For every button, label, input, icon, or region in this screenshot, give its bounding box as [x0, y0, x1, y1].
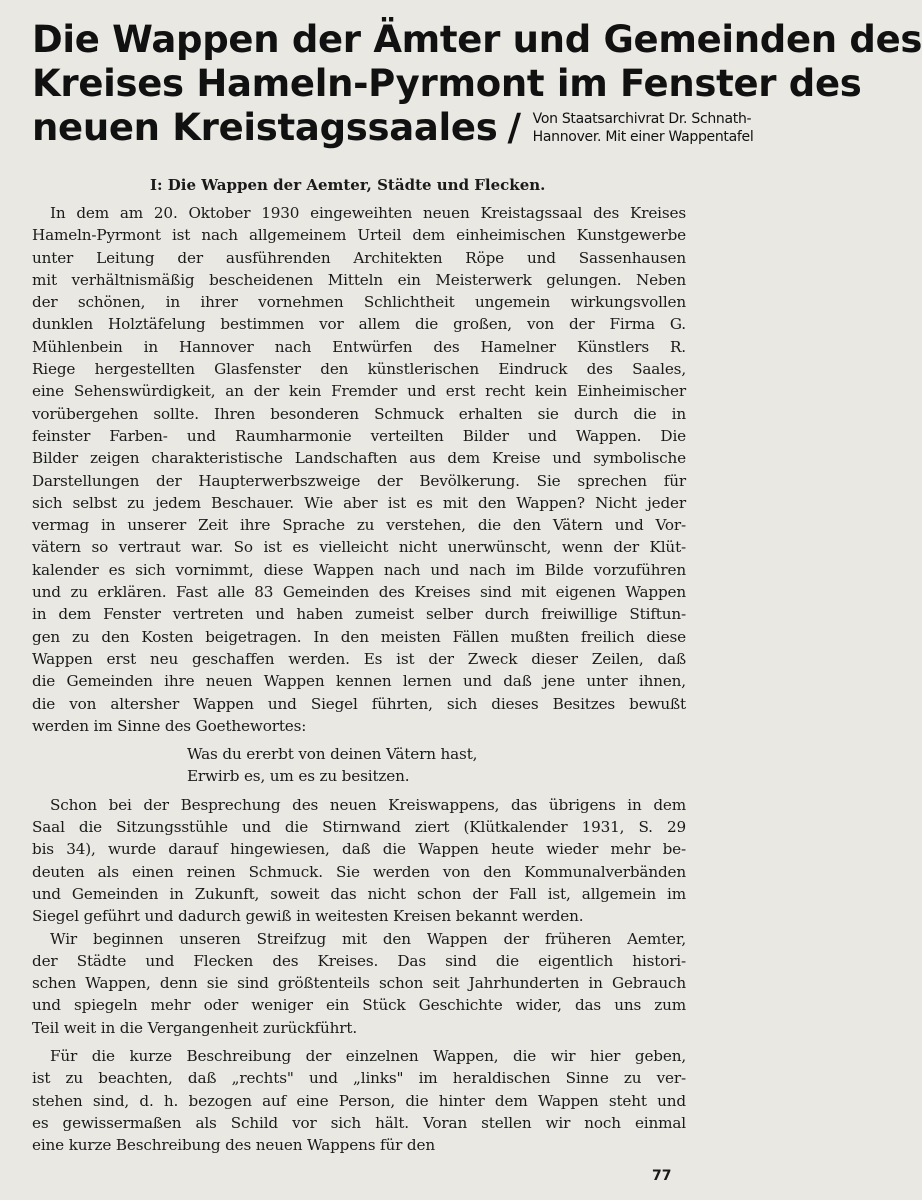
text-line: Bilder zeigen charakteristische Landschaften aus dem Kreise und symbolische: [32, 449, 686, 468]
text-line: sich selbst zu jedem Beschauer. Wie aber ist es mit den Wappen? Nicht jeder: [32, 493, 686, 512]
text-line: Saal die Sitzungsstühle und die Stirnwand ziert (Klütkalender 1931, S. 29: [32, 818, 686, 837]
text-line: eine Sehenswürdigkeit, an der kein Fremder und erst recht kein Einheimischer: [32, 382, 686, 401]
text-line: ist zu beachten, daß „rechts" und „links" im heraldischen Sinne zu ver-: [32, 1069, 686, 1088]
title-slash: /: [507, 106, 521, 149]
text-line: Für die kurze Beschreibung der einzelnen Wappen, die wir hier geben,: [50, 1046, 686, 1065]
text-line: Siegel geführt und dadurch gewiß in weitesten Kreisen bekannt werden.: [32, 907, 584, 926]
title-line-3-row: [32, 106, 754, 150]
article-title: [32, 18, 922, 150]
title-line-3: neuen Kreistagssaales: [32, 106, 498, 149]
text-line: der Städte und Flecken des Kreises. Das sind die eigentlich histori-: [32, 951, 686, 970]
text-line: stehen sind, d. h. bezogen auf eine Person, die hinter dem Wappen steht und: [32, 1091, 686, 1110]
text-line: schen Wappen, denn sie sind größtenteils schon seit Jahrhunderten in Gebrauch: [32, 974, 686, 993]
text-line: Schon bei der Besprechung des neuen Kreiswappens, das übrigens in dem: [50, 795, 686, 814]
text-line: mit verhältnismäßig bescheidenen Mitteln ein Meisterwerk gelungen. Neben: [32, 270, 686, 289]
text-line: dunklen Holztäfelung bestimmen vor allem die großen, von der Firma G.: [32, 315, 686, 334]
text-line: und spiegeln mehr oder weniger ein Stück Geschichte wider, das uns zum: [32, 996, 686, 1015]
text-line: Was du ererbt von deinen Vätern hast,: [187, 745, 478, 764]
text-line: In dem am 20. Oktober 1930 eingeweihten neuen Kreistagssaal des Kreises: [50, 204, 686, 222]
goethe-verse: [32, 743, 686, 788]
text-line: und zu erklären. Fast alle 83 Gemeinden des Kreises sind mit eigenen Wappen: [32, 583, 686, 602]
text-line: Riege hergestellten Glasfenster den künstlerischen Eindruck des Saales,: [32, 360, 686, 379]
paragraph-2: [32, 794, 686, 928]
text-line: Teil weit in die Vergangenheit zurückführt.: [32, 1018, 358, 1037]
text-line: Wappen erst neu geschaffen werden. Es ist der Zweck dieser Zeilen, daß: [32, 649, 686, 668]
text-line: die von altersher Wappen und Siegel führten, sich dieses Besitzes bewußt: [32, 694, 686, 713]
text-line: kalender es sich vornimmt, diese Wappen nach und nach im Bilde vorzuführen: [32, 560, 686, 579]
text-line: in dem Fenster vertreten und haben zumeist selber durch freiwillige Stiftun-: [32, 605, 686, 624]
text-line: unter Leitung der ausführenden Architekten Röpe und Sassenhausen: [32, 248, 686, 267]
text-line: deuten als einen reinen Schmuck. Sie werden von den Kommunalverbänden: [32, 862, 686, 881]
text-line: vorübergehen sollte. Ihren besonderen Schmuck erhalten sie durch die in: [32, 404, 686, 423]
page-number: 77: [652, 1168, 672, 1184]
paragraph-4: [32, 1045, 686, 1156]
byline-line-1: Von Staatsarchivrat Dr. Schnath-: [532, 111, 752, 127]
text-line: gen zu den Kosten beigetragen. In den meisten Fällen mußten freilich diese: [32, 627, 686, 646]
text-line: bis 34), wurde darauf hingewiesen, daß die Wappen heute wieder mehr be-: [32, 840, 686, 859]
text-line: eine kurze Beschreibung des neuen Wappens für den: [32, 1136, 435, 1155]
paragraph-3: [32, 928, 686, 1039]
text-line: und Gemeinden in Zukunft, soweit das nicht schon der Fall ist, allgemein im: [32, 884, 686, 903]
text-line: vätern so vertraut war. So ist es vielleicht nicht unerwünscht, wenn der Klüt-: [32, 538, 686, 557]
text-line: feinster Farben- und Raumharmonie verteilten Bilder und Wappen. Die: [32, 426, 686, 445]
text-line: Mühlenbein in Hannover nach Entwürfen des Hamelner Künstlers R.: [32, 337, 686, 356]
byline-line-2: Hannover. Mit einer Wappentafel: [532, 129, 754, 145]
article-body: [32, 202, 686, 1156]
text-line: Wir beginnen unseren Streifzug mit den Wappen der früheren Aemter,: [50, 929, 686, 948]
text-line: vermag in unserer Zeit ihre Sprache zu verstehen, die den Vätern und Vor-: [32, 516, 686, 535]
author-byline: [533, 110, 754, 146]
text-line: die Gemeinden ihre neuen Wappen kennen lernen und daß jene unter ihnen,: [32, 672, 686, 691]
title-line-2: Kreises Hameln-Pyrmont im Fenster des: [32, 62, 862, 105]
text-line: werden im Sinne des Goethewortes:: [32, 716, 307, 735]
section-subheading: I: Die Wappen der Aemter, Städte und Flecken.: [150, 176, 546, 194]
title-line-1: Die Wappen der Ämter und Gemeinden des: [32, 18, 922, 61]
text-line: Erwirb es, um es zu besitzen.: [187, 767, 410, 786]
text-line: Hameln-Pyrmont ist nach allgemeinem Urteil dem einheimischen Kunstgewerbe: [32, 226, 686, 245]
text-line: Darstellungen der Haupterwerbszweige der Bevölkerung. Sie sprechen für: [32, 471, 686, 490]
text-line: es gewissermaßen als Schild vor sich hält. Voran stellen wir noch einmal: [32, 1113, 686, 1132]
text-line: der schönen, in ihrer vornehmen Schlichtheit ungemein wirkungsvollen: [32, 293, 686, 312]
paragraph-1: [32, 202, 686, 737]
